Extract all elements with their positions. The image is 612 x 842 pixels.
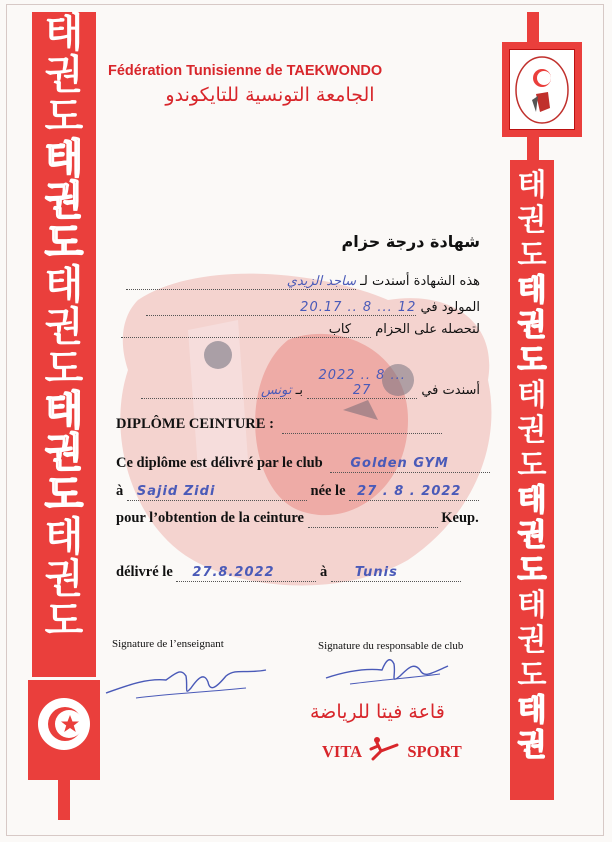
arabic-line-2-field — [146, 300, 416, 316]
obtention-line — [116, 510, 479, 528]
hangul-char: 권 — [517, 203, 547, 238]
club-value: Golden GYM — [350, 456, 449, 471]
club-label: Ce diplôme est délivré par le club — [116, 455, 323, 471]
arabic-line-3-value: كاب — [328, 322, 352, 337]
hangul-char: 도 — [44, 346, 84, 392]
hangul-char: 도 — [517, 448, 547, 483]
arabic-line-1-label: هذه الشهادة أسندت لـ — [360, 274, 480, 289]
federation-name-fr: Fédération Tunisienne de TAEKWONDO — [108, 63, 383, 79]
hangul-char: 권 — [44, 178, 84, 224]
name-field — [127, 483, 307, 501]
hangul-char: 태 — [517, 273, 547, 308]
arabic-line-4-date-field — [307, 368, 417, 399]
hangul-char: 태 — [517, 588, 547, 623]
certificate-title-ar: شهادة درجة حزام — [341, 232, 480, 251]
hangul-char: 태 — [517, 693, 547, 728]
right-banner-top-stem — [527, 12, 539, 42]
name-birth-line — [116, 483, 479, 501]
hangul-char: 권 — [44, 556, 84, 602]
nee-le-label: née le — [310, 483, 346, 499]
left-hangul-column — [32, 12, 96, 642]
arabic-line-4 — [110, 368, 480, 399]
sponsor-name-ar: قاعة فيتا للرياضة — [310, 701, 445, 723]
arabic-line-3-label: لتحصله على الحزام — [375, 322, 480, 337]
hangul-char: 도 — [44, 472, 84, 518]
hangul-char: 권 — [44, 52, 84, 98]
delivery-date-field — [176, 564, 316, 582]
hangul-char: 권 — [44, 430, 84, 476]
hangul-char: 도 — [517, 553, 547, 588]
delivery-place-field — [331, 564, 461, 582]
arabic-line-4-date: 2022 .. 8 ... 27 — [318, 368, 406, 398]
hangul-char: 권 — [517, 623, 547, 658]
hangul-char: 태 — [517, 378, 547, 413]
club-line — [116, 455, 490, 473]
club-signature-image — [320, 650, 460, 695]
birth-field — [349, 483, 479, 501]
hangul-char: 도 — [44, 598, 84, 644]
belt-field — [308, 510, 438, 528]
hangul-char: 도 — [517, 238, 547, 273]
hangul-char: 권 — [44, 304, 84, 350]
kicking-figure-icon — [369, 735, 399, 761]
arabic-line-4-place-field — [141, 383, 291, 399]
teacher-signature-image — [96, 658, 276, 708]
club-signature-label: Signature du responsable de club — [318, 640, 464, 652]
arabic-line-2-value: 20.17 .. 8 ... 12 — [300, 300, 417, 315]
diplome-ceinture-field — [282, 416, 442, 434]
teacher-signature-label: Signature de l’enseignant — [112, 638, 224, 650]
hangul-char: 도 — [517, 658, 547, 693]
right-banner-mid-stem — [527, 137, 539, 160]
hangul-char: 도 — [44, 220, 84, 266]
delivery-date-value: 27.8.2022 — [192, 565, 275, 580]
hangul-char: 도 — [517, 343, 547, 378]
arabic-line-2-label: المولود في — [420, 300, 480, 315]
hangul-char: 태 — [517, 483, 547, 518]
hangul-char: 도 — [44, 94, 84, 140]
arabic-line-1-field — [126, 274, 356, 290]
a2-label: à — [320, 564, 328, 580]
flag-stem — [58, 780, 70, 820]
sponsor-name-right: SPORT — [407, 742, 462, 761]
arabic-line-4-label: أسندت في — [421, 383, 480, 398]
obtention-label: pour l’obtention de la ceinture — [116, 510, 304, 526]
federation-logo-icon — [502, 42, 582, 137]
hangul-char: 태 — [44, 262, 84, 308]
tunisia-flag-icon — [28, 680, 100, 780]
sponsor-logo — [322, 735, 462, 762]
arabic-line-1-value: ساجد الزيدي — [286, 274, 356, 289]
delivery-line — [116, 564, 461, 582]
diplome-ceinture-line — [116, 416, 442, 434]
hangul-char: 권 — [517, 518, 547, 553]
federation-name-ar: الجامعة التونسية للتايكوندو — [165, 84, 375, 106]
hangul-char: 태 — [44, 514, 84, 560]
right-hangul-column — [510, 168, 554, 763]
hangul-char: 권 — [517, 728, 547, 763]
diplome-ceinture-label: DIPLÔME CEINTURE : — [116, 416, 274, 432]
name-value: Sajid Zidi — [136, 484, 216, 499]
keup-label: Keup. — [441, 510, 479, 526]
hangul-char: 권 — [517, 308, 547, 343]
birth-value: 27 . 8 . 2022 — [357, 484, 462, 499]
arabic-line-1 — [110, 274, 480, 290]
arabic-line-4-place: تونس — [260, 383, 292, 398]
delivery-place-value: Tunis — [354, 565, 398, 580]
sponsor-name-left: VITA — [322, 742, 362, 761]
hangul-char: 태 — [517, 168, 547, 203]
hangul-char: 태 — [44, 388, 84, 434]
hangul-char: 태 — [44, 10, 84, 56]
arabic-line-3 — [110, 322, 480, 338]
delivre-le-label: délivré le — [116, 564, 173, 580]
arabic-line-3-field — [121, 322, 371, 338]
a-label: à — [116, 483, 124, 499]
arabic-line-2 — [110, 300, 480, 316]
hangul-char: 권 — [517, 413, 547, 448]
arabic-line-4-place-prefix: بـ — [295, 383, 304, 398]
club-field — [330, 455, 490, 473]
hangul-char: 태 — [44, 136, 84, 182]
